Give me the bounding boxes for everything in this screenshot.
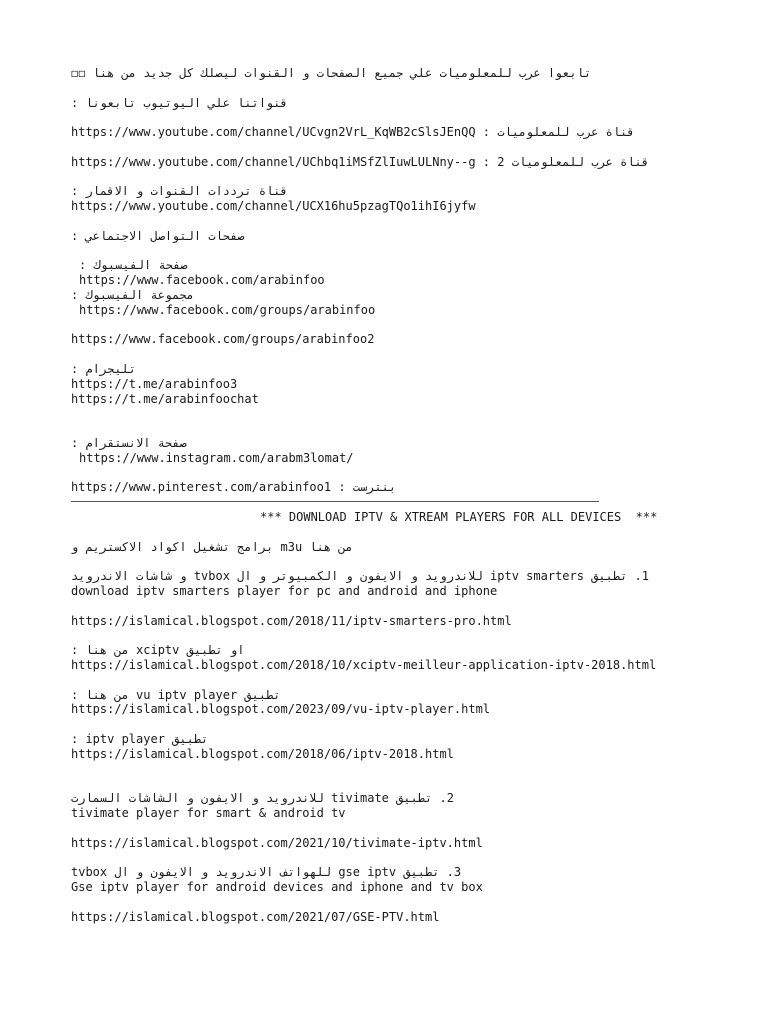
- facebook-group-link[interactable]: https://www.facebook.com/groups/arabinfoo: [79, 302, 376, 317]
- document-page: [71, 66, 711, 924]
- social-heading: صفحات التواصل الاجتماعي :: [71, 228, 245, 243]
- pinterest-line[interactable]: بنترست : https://www.pinterest.com/arabinfoo1: [71, 480, 397, 495]
- item-3-subtitle: Gse iptv player for android devices and iphone and tv box: [71, 880, 483, 895]
- facebook-group-label: مجموعة الفيسبوك :: [71, 287, 194, 302]
- facebook-group-2-link[interactable]: https://www.facebook.com/groups/arabinfoo2: [71, 332, 375, 347]
- instagram-link[interactable]: https://www.instagram.com/arabm3lomat/: [79, 450, 354, 465]
- youtube-channel-2[interactable]: قناة عرب للمعلوميات 2 : https://www.youtube.com/channel/UChbq1iMSfZlIuwLULNny--g: [71, 154, 649, 169]
- divider: [71, 501, 599, 502]
- item-2-title: 2. تطبيق tivimate للاندرويد و الايفون و الشاشات السمارت: [71, 791, 454, 806]
- vu-player-label: تطبيق vu iptv player من هنا :: [71, 687, 281, 702]
- item-1-title: 1. تطبيق iptv smarters للاندرويد و الايفون و الكمبيوتر و ال tvbox و شاشات الاندرويد: [71, 569, 649, 584]
- iptv-player-label: تطبيق iptv player :: [71, 732, 209, 747]
- facebook-page-label: صفحة الفيسبوك :: [79, 258, 188, 273]
- iptv-player-link[interactable]: https://islamical.blogspot.com/2018/06/iptv-2018.html: [71, 746, 454, 761]
- instagram-label: صفحة الانستقرام :: [71, 435, 187, 450]
- frequencies-channel-link[interactable]: https://www.youtube.com/channel/UCX16hu5pzagTQo1ihI6jyfw: [71, 199, 476, 214]
- item-1-subtitle: download iptv smarters player for pc and android and iphone: [71, 584, 498, 599]
- youtube-channel-1[interactable]: قناة عرب للمعلوميات : https://www.youtube.com/channel/UCvgn2VrL_KqWB2cSlsJEnQQ: [71, 125, 635, 140]
- item-1-link[interactable]: https://islamical.blogspot.com/2018/11/iptv-smarters-pro.html: [71, 613, 512, 628]
- telegram-label: تليجرام :: [71, 361, 137, 376]
- vu-player-link[interactable]: https://islamical.blogspot.com/2023/09/vu-iptv-player.html: [71, 702, 491, 717]
- telegram-link-1[interactable]: https://t.me/arabinfoo3: [71, 376, 238, 391]
- item-2-link[interactable]: https://islamical.blogspot.com/2021/10/tivimate-iptv.html: [71, 835, 483, 850]
- xciptv-label: او تطبيق xciptv من هنا :: [71, 643, 245, 658]
- item-2-subtitle: tivimate player for smart & android tv: [71, 806, 346, 821]
- facebook-page-link[interactable]: https://www.facebook.com/arabinfoo: [79, 273, 325, 288]
- section-heading: *** DOWNLOAD IPTV & XTREAM PLAYERS FOR ALL DEVICES ***: [260, 510, 658, 525]
- telegram-link-2[interactable]: https://t.me/arabinfoochat: [71, 391, 259, 406]
- item-3-link[interactable]: https://islamical.blogspot.com/2021/07/GSE-PTV.html: [71, 909, 440, 924]
- intro-line: تابعوا عرب للمعلوميات علي جميع الصفحات و القنوات ليصلك كل جديد من هنا ◻◻: [71, 66, 592, 80]
- players-intro: من هنا m3u برامج تشغيل اكواد الاكستريم و: [71, 539, 353, 554]
- xciptv-link[interactable]: https://islamical.blogspot.com/2018/10/xciptv-meilleur-application-iptv-2018.html: [71, 658, 657, 673]
- youtube-heading: قنواتنا علي اليوتيوب تابعونا :: [71, 95, 288, 110]
- frequencies-channel-label: قناة ترددات القنوات و الاقمار :: [71, 184, 288, 199]
- item-3-title: 3. تطبيق gse iptv للهواتف الاندرويد و الايفون و ال tvbox: [71, 865, 462, 880]
